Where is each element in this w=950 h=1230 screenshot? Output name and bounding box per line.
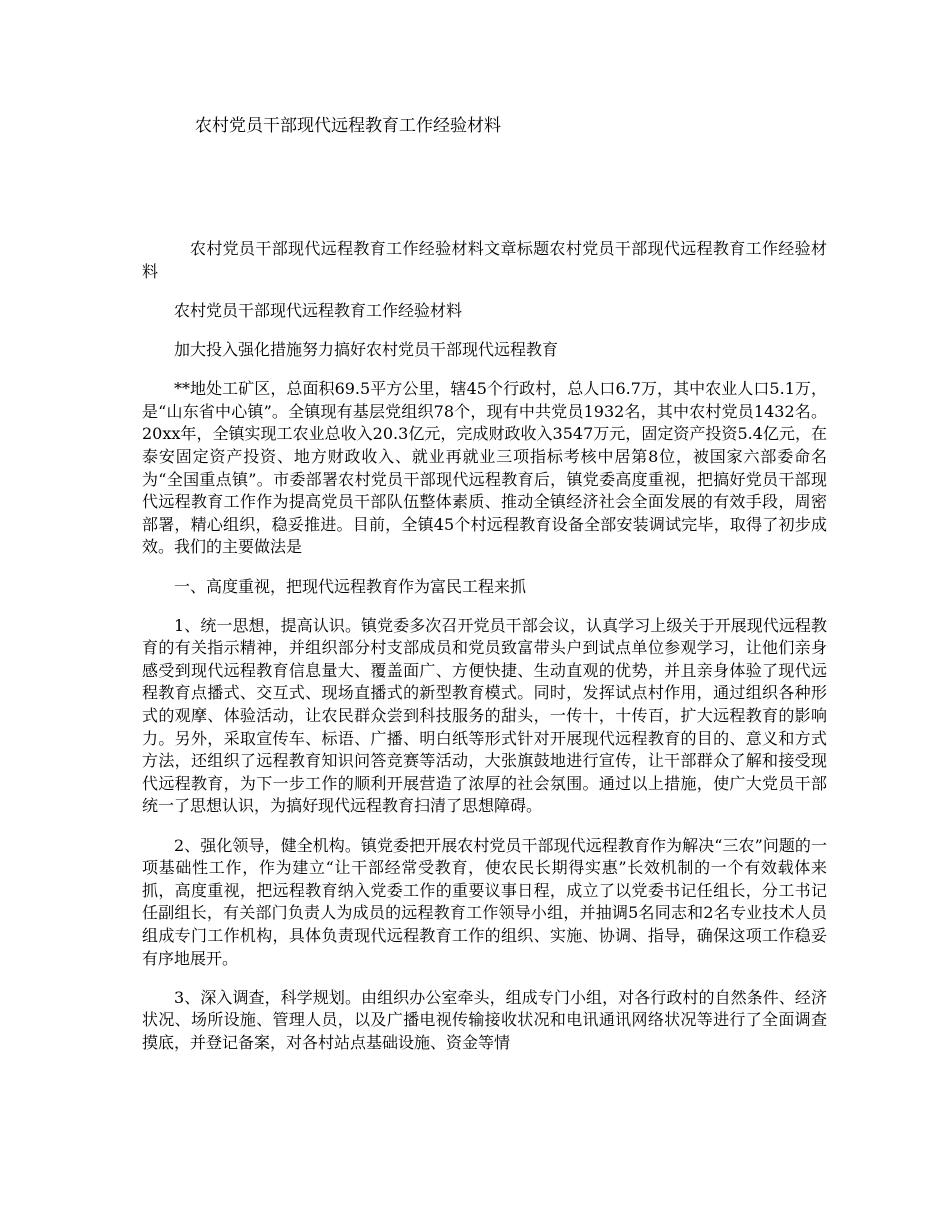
point-two-paragraph: 2、强化领导，健全机构。镇党委把开展农村党员干部现代远程教育作为解决“三农”问题的一项基础性工作，作为建立“让干部经常受教育，使农民长期得实惠”长效机制的一个有效载体来抓，高度重视，把远程教育纳入党委工作的重要议事日程，成立了以党委书记任组长，分工书记任副组长，有关部门负责人为成员的远程教育工作领导小组，并抽调5名同志和2名专业技术人员组成专门工作机构，具体负责现代远程教育工作的组织、实施、协调、指导，确保这项工作稳妥有序地展开。: [142, 835, 827, 968]
section-one-heading: 一、高度重视，把现代远程教育作为富民工程来抓: [174, 576, 527, 596]
point-three-paragraph: 3、深入调查，科学规划。由组织办公室牵头，组成专门小组，对各行政村的自然条件、经济状况、场所设施、管理人员，以及广播电视传输接收状况和电讯通讯网络状况等进行了全面调查摸底，并登记备案，对各村站点基础设施、资金等情: [142, 987, 827, 1052]
document-body: [142, 238, 827, 1055]
intro-paragraph: 农村党员干部现代远程教育工作经验材料文章标题农村党员干部现代远程教育工作经验材料: [142, 239, 827, 281]
document-title: 农村党员干部现代远程教育工作经验材料: [195, 116, 501, 136]
background-paragraph: **地处工矿区，总面积69.5平方公里，辖45个行政村，总人口6.7万，其中农业人口5.1万，是“山东省中心镇”。全镇现有基层党组织78个，现有中共党员1932名，其中农村党员1432名。20xx年，全镇实现工农业总收入20.3亿元，完成财政收入3547万元，固定资产投资5.4亿元，在泰安固定资产投资、地方财政收入、就业再就业三项指标考核中居第8位，被国家六部委命名为“全国重点镇”。市委部署农村党员干部现代远程教育后，镇党委高度重视，把搞好党员干部现代远程教育工作作为提高党员干部队伍整体素质、推动全镇经济社会全面发展的有效手段，周密部署，精心组织，稳妥推进。目前，全镇45个村远程教育设备全部安装调试完毕，取得了初步成效。我们的主要做法是: [142, 379, 827, 557]
section-heading: 加大投入强化措施努力搞好农村党员干部现代远程教育: [174, 339, 559, 359]
point-one-paragraph: 1、统一思想，提高认识。镇党委多次召开党员干部会议，认真学习上级关于开展现代远程教育的有关指示精神，并组织部分村支部成员和党员致富带头户到试点单位参观学习，让他们亲身感受到现代远程教育信息量大、覆盖面广、方便快捷、生动直观的优势，并且亲身体验了现代远程教育点播式、交互式、现场直播式的新型教育模式。同时，发挥试点村作用，通过组织各种形式的观摩、体验活动，让农民群众尝到科技服务的甜头，一传十，十传百，扩大远程教育的影响力。另外，采取宣传车、标语、广播、明白纸等形式针对开展现代远程教育的目的、意义和方式方法，还组织了远程教育知识问答竞赛等活动，大张旗鼓地进行宣传，让干部群众了解和接受现代远程教育，为下一步工作的顺利开展营造了浓厚的社会氛围。通过以上措施，使广大党员干部统一了思想认识，为搞好现代远程教育扫清了思想障碍。: [142, 615, 827, 816]
subtitle-paragraph: 农村党员干部现代远程教育工作经验材料: [174, 300, 463, 320]
